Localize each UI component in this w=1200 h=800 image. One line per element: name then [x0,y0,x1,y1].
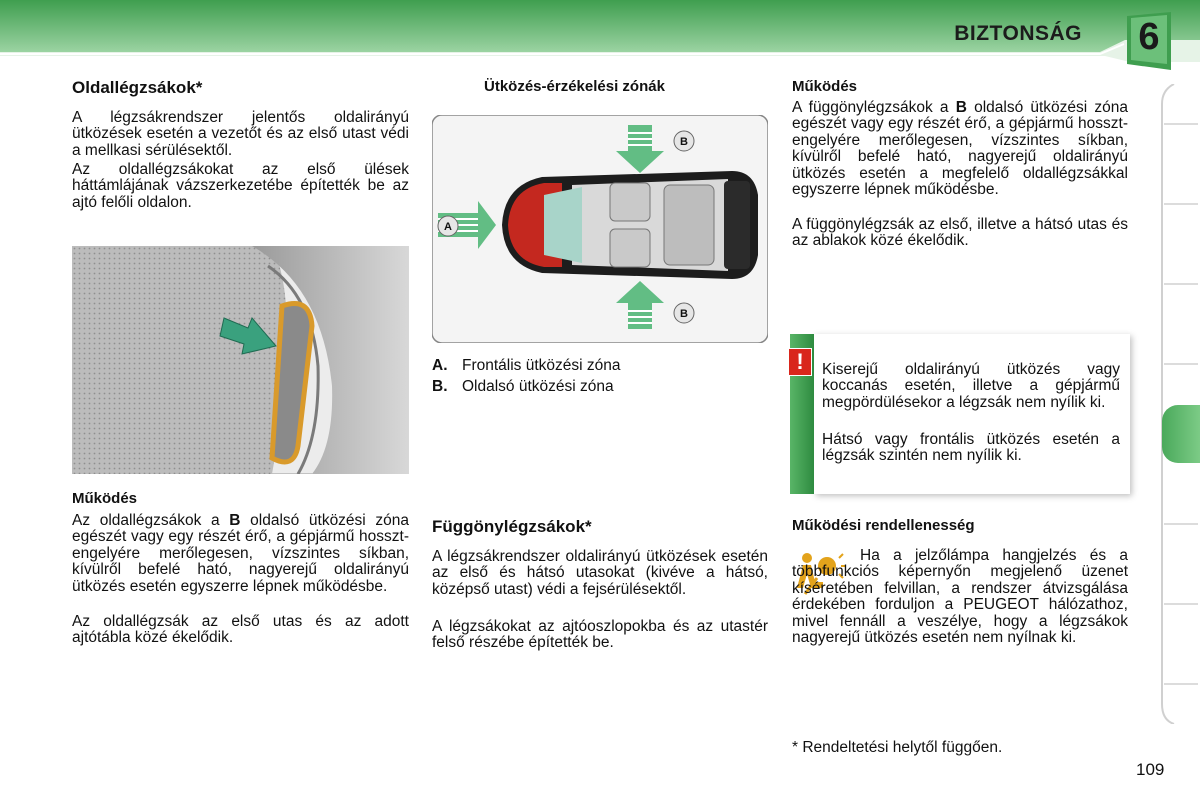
warning-text-1: Kiserejű oldalirányú ütközés vagy koccanás esetén, illetve a gépjármű megpördülésekor a légzsák nem nyílik ki. [822,361,1120,411]
crash-zones-diagram [432,115,768,343]
curtain-operation-heading: Működés [792,78,858,95]
side-airbags-intro: A légzsákrendszer jelentős oldalirányú ütközések esetén a vezetőt és az első utast védi a mellkasi sérülésektől. [72,109,409,159]
malfunction-text: Ha a jelzőlámpa hangjelzés és a többfunkciós képernyőn megjelenő üzenet kíséretében felvillan, a rendszer átvizsgálása érdekében forduljon a PEUGEOT hálózathoz, mivel fennáll a veszélye, hogy a légzsákok nagyerejű ütközés esetén nem nyílnak ki. [792,547,1128,647]
warning-box [814,334,1130,494]
zone-b-label-bottom: B [680,308,688,320]
warning-exclamation-icon: ! [788,348,812,376]
section-title: BIZTONSÁG [954,22,1082,45]
seat-airbag-illustration [72,246,409,474]
side-airbags-operation-heading: Működés [72,490,138,507]
warning-text-2: Hátsó vagy frontális ütközés esetén a légzsák szintén nem nyílik ki. [822,431,1120,465]
curtain-operation-text: A függönylégzsákok a B oldalsó ütközési zóna egészét vagy egy részét érő, a gépjármű hossztengelyére merőlegesen, vízszintes síkban, kívülről befelé ható, nagyerejű oldalirányú ütközés esetén a megfelelő oldallégzsákkal egyszerre lépnek működésbe. [792,99,1129,199]
side-airbags-location: Az oldallégzsákokat az első ülések háttámlájának vázszerkezetébe építették be az ajtó felőli oldalon. [72,161,409,211]
legend-item-a: A. Frontális ütközési zóna [432,357,621,374]
active-chapter-tab [1162,405,1200,463]
page-number: 109 [1136,760,1165,779]
chapter-number: 6 [1138,16,1160,58]
curtain-airbags-heading: Függönylégzsákok* [432,517,592,536]
footnote: * Rendeltetési helytől függően. [792,739,1003,756]
chapter-index-rail [1158,84,1200,724]
curtain-airbags-location: A légzsákokat az ajtóoszlopokba és az utastér felső részébe építették be. [432,618,768,652]
crash-zones-title: Ütközés-érzékelési zónák [484,78,665,95]
zone-b-label-top: B [680,136,688,148]
curtain-airbags-intro: A légzsákrendszer oldalirányú ütközések esetén az első és hátsó utasokat (kivéve a hátsó, középső utast) védi a fejsérülésektől. [432,548,768,598]
zone-a-label: A [444,221,452,233]
side-airbags-operation-text: Az oldallégzsákok a B oldalsó ütközési zóna egészét vagy egy részét érő, a gépjármű hossztengelyére merőlegesen, vízszintes síkban, kívülről befelé ható, nagyerejű oldalirányú ütközés esetén egyszerre lépnek működésbe. [72,512,409,595]
curtain-airbag-position: A függönylégzsák az első, illetve a hátsó utas és az ablakok közé ékelődik. [792,216,1128,250]
side-airbags-heading: Oldallégzsákok* [72,78,203,97]
malfunction-heading: Működési rendellenesség [792,517,975,534]
legend-item-b: B. Oldalsó ütközési zóna [432,378,614,395]
side-airbags-position: Az oldallégzsák az első utas és az adott ajtótábla közé ékelődik. [72,613,409,647]
